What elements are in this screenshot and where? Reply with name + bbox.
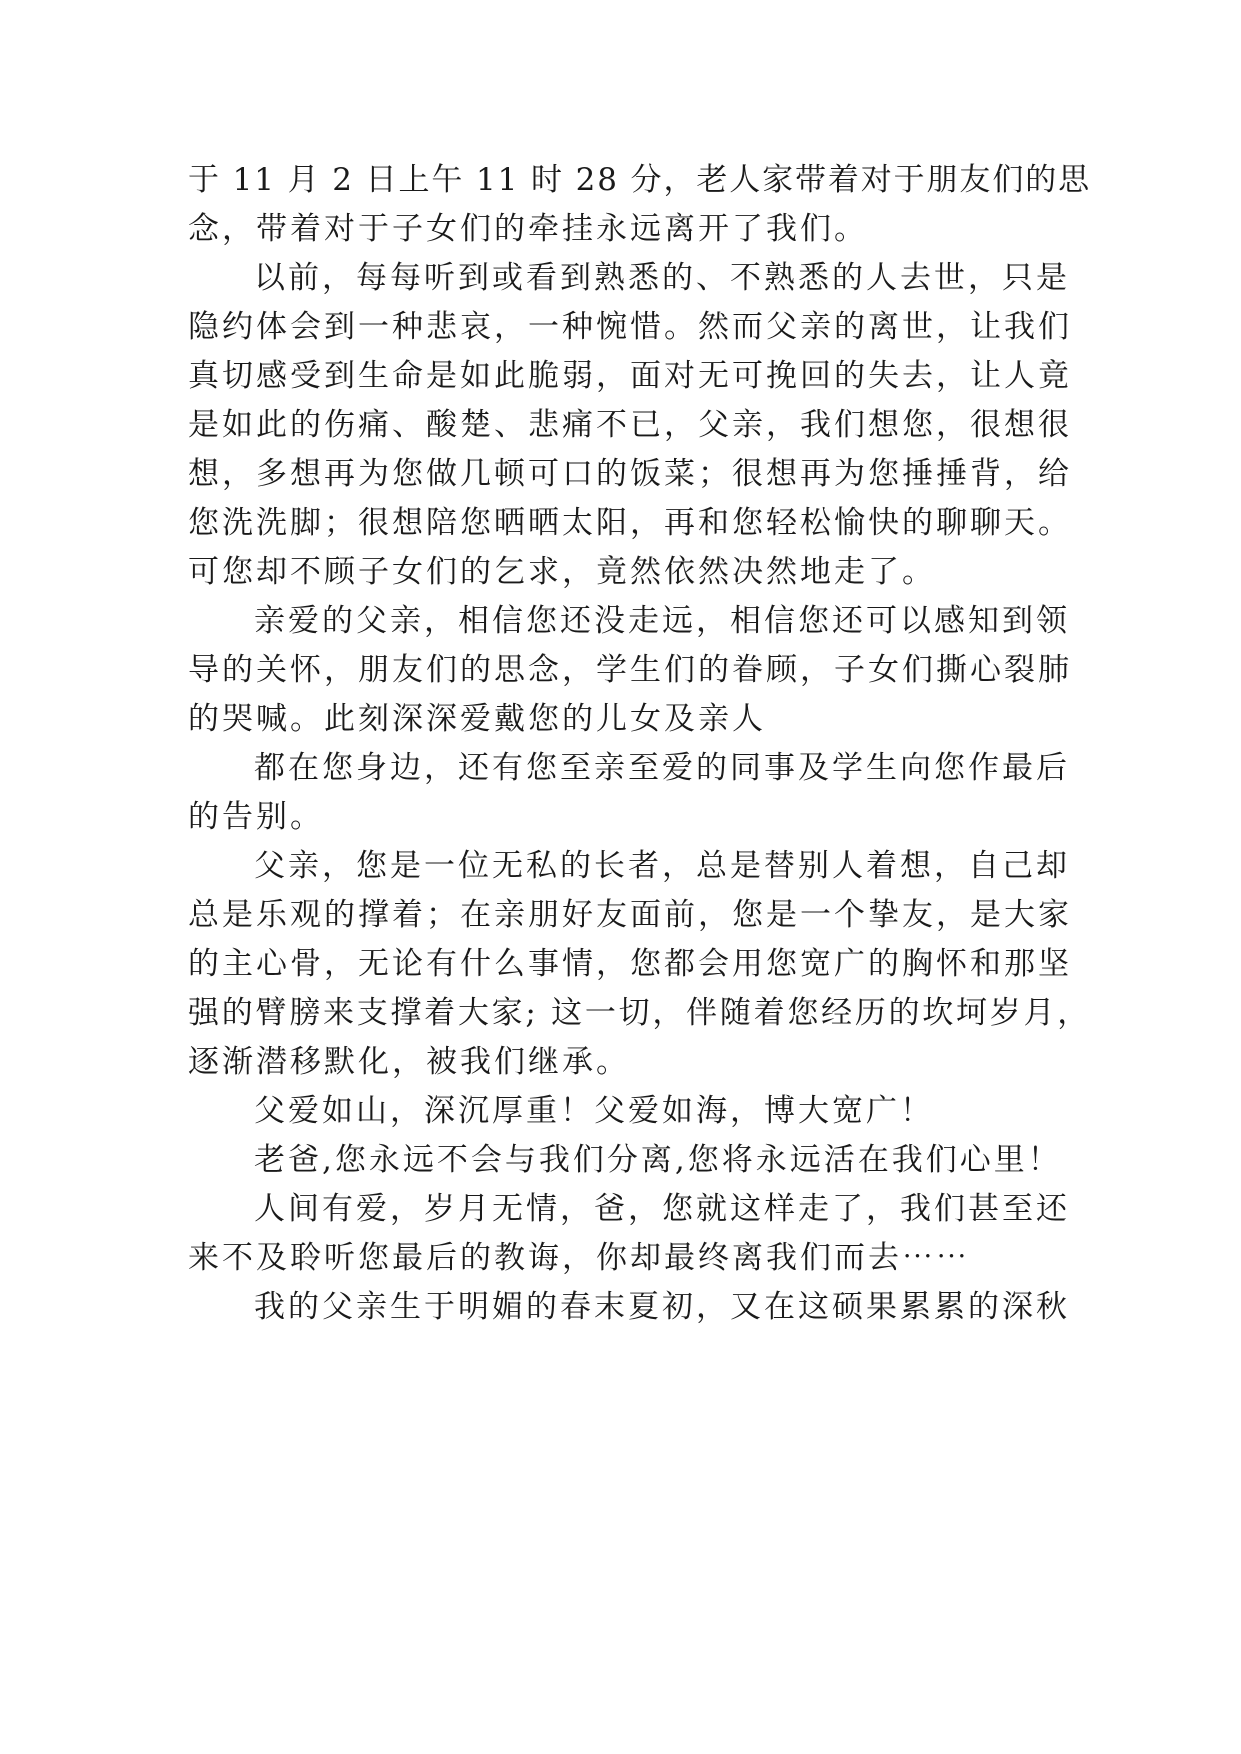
paragraph-start-line: 我的父亲生于明媚的春末夏初，又在这硕果累累的深秋 xyxy=(254,1289,1070,1325)
paragraph-start-line: 以前，每每听到或看到熟悉的、不熟悉的人去世，只是 xyxy=(254,260,1070,296)
text-line: 想，多想再为您做几顿可口的饭菜；很想再为您捶捶背，给 xyxy=(188,456,1072,492)
text-line: 来不及聆听您最后的教诲，你却最终离我们而去⋯⋯ xyxy=(188,1240,970,1276)
text-line: 真切感受到生命是如此脆弱，面对无可挽回的失去，让人竟 xyxy=(188,358,1072,394)
text-line: 您洗洗脚；很想陪您晒晒太阳，再和您轻松愉快的聊聊天。 xyxy=(188,505,1072,541)
paragraph-start-line: 人间有爱，岁月无情，爸，您就这样走了，我们甚至还 xyxy=(254,1191,1070,1227)
text-line: 是如此的伤痛、酸楚、悲痛不已，父亲，我们想您，很想很 xyxy=(188,407,1072,443)
text-line: 强的臂膀来支撑着大家; 这一切，伴随着您经历的坎坷岁月， xyxy=(188,995,1091,1031)
paragraph-start-line: 父亲，您是一位无私的长者，总是替别人着想，自己却 xyxy=(254,848,1070,884)
paragraph-start-line: 老爸,您永远不会与我们分离,您将永远活在我们心里！ xyxy=(254,1142,1062,1178)
text-line: 念，带着对于子女们的牵挂永远离开了我们。 xyxy=(188,211,868,247)
text-line: 导的关怀，朋友们的思念，学生们的眷顾，子女们撕心裂肺 xyxy=(188,652,1072,688)
paragraph-start-line: 父爱如山，深沉厚重！父爱如海，博大宽广！ xyxy=(254,1093,934,1129)
text-line: 总是乐观的撑着；在亲朋好友面前，您是一个挚友，是大家 xyxy=(188,897,1072,933)
paragraph-start-line: 亲爱的父亲，相信您还没走远，相信您还可以感知到领 xyxy=(254,603,1070,639)
text-line: 的告别。 xyxy=(188,799,324,835)
text-line: 可您却不顾子女们的乞求，竟然依然决然地走了。 xyxy=(188,554,936,590)
text-line: 的哭喊。此刻深深爱戴您的儿女及亲人 xyxy=(188,701,766,737)
text-line: 于 11 月 2 日上午 11 时 28 分，老人家带着对于朋友们的思 xyxy=(188,162,1091,198)
text-line: 隐约体会到一种悲哀，一种惋惜。然而父亲的离世，让我们 xyxy=(188,309,1072,345)
paragraph-start-line: 都在您身边，还有您至亲至爱的同事及学生向您作最后 xyxy=(254,750,1070,786)
text-line: 逐渐潜移默化，被我们继承。 xyxy=(188,1044,630,1080)
text-line: 的主心骨，无论有什么事情，您都会用您宽广的胸怀和那坚 xyxy=(188,946,1072,982)
